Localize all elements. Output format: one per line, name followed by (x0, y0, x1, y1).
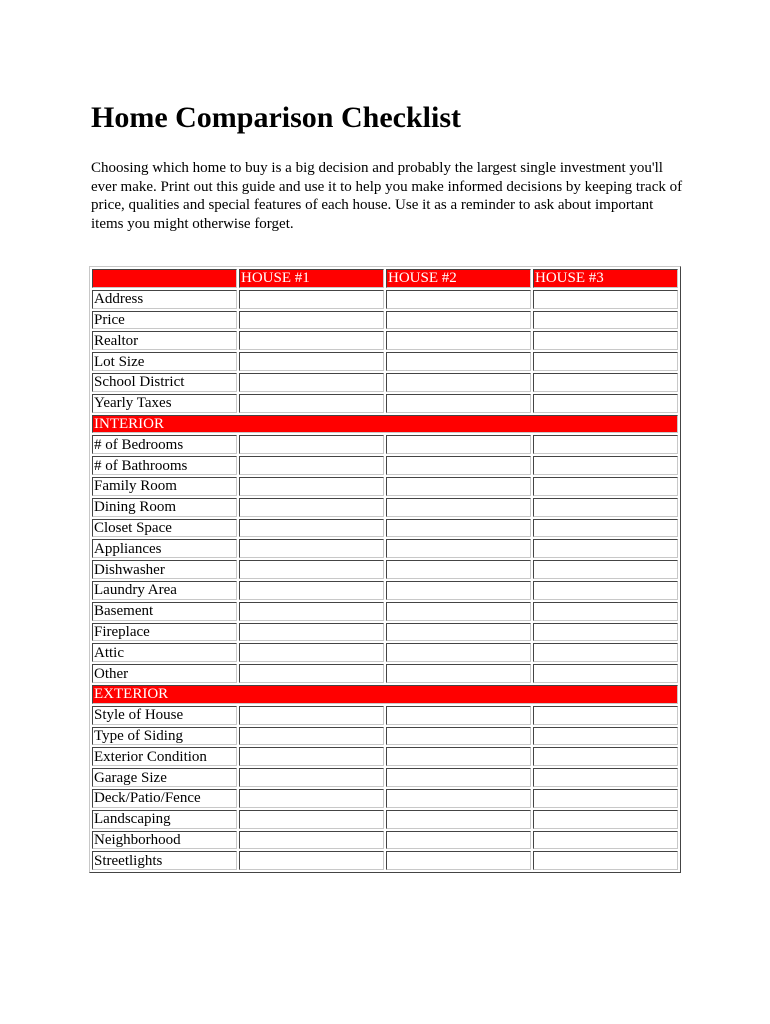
house-2-closet-space-cell[interactable] (386, 519, 531, 538)
house-2-type-of-siding-cell[interactable] (386, 727, 531, 746)
table-row (92, 706, 678, 725)
house-3-realtor-cell[interactable] (533, 331, 678, 350)
table-row (92, 747, 678, 766)
house-3-garage-size-cell[interactable] (533, 768, 678, 787)
house-3-closet-space-cell[interactable] (533, 519, 678, 538)
table-row (92, 851, 678, 870)
house-1-school-district-cell[interactable] (239, 373, 384, 392)
table-row (92, 789, 678, 808)
intro-paragraph: Choosing which home to buy is a big decision and probably the largest single investment you'll ever make. Print out this guide and use it to help you make informed decisions by keeping track of price, qualities and special features of each house. Use it as a reminder to ask about important items you might otherwise forget. (91, 160, 683, 232)
house-3-deck-patio-fence-cell[interactable] (533, 789, 678, 808)
house-2-of-bedrooms-cell[interactable] (386, 435, 531, 454)
row-label-of-bedrooms: # of Bedrooms (92, 435, 237, 454)
house-2-of-bathrooms-cell[interactable] (386, 456, 531, 475)
house-3-attic-cell[interactable] (533, 643, 678, 662)
house-1-attic-cell[interactable] (239, 643, 384, 662)
row-label-landscaping: Landscaping (92, 810, 237, 829)
row-label-realtor: Realtor (92, 331, 237, 350)
interior-section-row (92, 415, 678, 434)
house-2-basement-cell[interactable] (386, 602, 531, 621)
house-2-yearly-taxes-cell[interactable] (386, 394, 531, 413)
house-3-laundry-area-cell[interactable] (533, 581, 678, 600)
house-3-neighborhood-cell[interactable] (533, 831, 678, 850)
header-house-3: HOUSE #3 (533, 269, 678, 288)
house-3-fireplace-cell[interactable] (533, 623, 678, 642)
table-row (92, 602, 678, 621)
house-2-neighborhood-cell[interactable] (386, 831, 531, 850)
house-3-of-bathrooms-cell[interactable] (533, 456, 678, 475)
row-label-basement: Basement (92, 602, 237, 621)
house-3-style-of-house-cell[interactable] (533, 706, 678, 725)
row-label-fireplace: Fireplace (92, 623, 237, 642)
house-1-yearly-taxes-cell[interactable] (239, 394, 384, 413)
row-label-exterior-condition: Exterior Condition (92, 747, 237, 766)
house-2-landscaping-cell[interactable] (386, 810, 531, 829)
house-1-fireplace-cell[interactable] (239, 623, 384, 642)
table-row (92, 373, 678, 392)
house-2-school-district-cell[interactable] (386, 373, 531, 392)
house-1-realtor-cell[interactable] (239, 331, 384, 350)
row-label-attic: Attic (92, 643, 237, 662)
house-1-price-cell[interactable] (239, 311, 384, 330)
table-row (92, 831, 678, 850)
row-label-of-bathrooms: # of Bathrooms (92, 456, 237, 475)
house-3-yearly-taxes-cell[interactable] (533, 394, 678, 413)
table-row (92, 539, 678, 558)
house-2-deck-patio-fence-cell[interactable] (386, 789, 531, 808)
row-label-address: Address (92, 290, 237, 309)
row-label-garage-size: Garage Size (92, 768, 237, 787)
row-label-appliances: Appliances (92, 539, 237, 558)
table-row (92, 498, 678, 517)
table-row (92, 581, 678, 600)
house-2-price-cell[interactable] (386, 311, 531, 330)
house-3-school-district-cell[interactable] (533, 373, 678, 392)
row-label-price: Price (92, 311, 237, 330)
exterior-section-header: EXTERIOR (92, 685, 678, 704)
table-row (92, 810, 678, 829)
house-1-other-cell[interactable] (239, 664, 384, 683)
page-title: Home Comparison Checklist (91, 101, 461, 134)
table-row (92, 435, 678, 454)
table-row (92, 477, 678, 496)
house-1-of-bathrooms-cell[interactable] (239, 456, 384, 475)
house-3-appliances-cell[interactable] (533, 539, 678, 558)
house-2-style-of-house-cell[interactable] (386, 706, 531, 725)
house-2-realtor-cell[interactable] (386, 331, 531, 350)
row-label-deck-patio-fence: Deck/Patio/Fence (92, 789, 237, 808)
house-1-deck-patio-fence-cell[interactable] (239, 789, 384, 808)
row-label-yearly-taxes: Yearly Taxes (92, 394, 237, 413)
house-1-streetlights-cell[interactable] (239, 851, 384, 870)
house-1-lot-size-cell[interactable] (239, 352, 384, 371)
table-row (92, 768, 678, 787)
row-label-type-of-siding: Type of Siding (92, 727, 237, 746)
header-house-1: HOUSE #1 (239, 269, 384, 288)
house-1-style-of-house-cell[interactable] (239, 706, 384, 725)
house-3-exterior-condition-cell[interactable] (533, 747, 678, 766)
house-2-lot-size-cell[interactable] (386, 352, 531, 371)
row-label-closet-space: Closet Space (92, 519, 237, 538)
house-2-dining-room-cell[interactable] (386, 498, 531, 517)
table-row (92, 560, 678, 579)
house-3-type-of-siding-cell[interactable] (533, 727, 678, 746)
house-3-dishwasher-cell[interactable] (533, 560, 678, 579)
table-row (92, 352, 678, 371)
table-header-row (92, 269, 678, 288)
row-label-style-of-house: Style of House (92, 706, 237, 725)
row-label-family-room: Family Room (92, 477, 237, 496)
header-label-cell (92, 269, 237, 288)
house-3-basement-cell[interactable] (533, 602, 678, 621)
table-row (92, 643, 678, 662)
house-3-landscaping-cell[interactable] (533, 810, 678, 829)
house-2-fireplace-cell[interactable] (386, 623, 531, 642)
row-label-school-district: School District (92, 373, 237, 392)
house-1-type-of-siding-cell[interactable] (239, 727, 384, 746)
table-row (92, 456, 678, 475)
comparison-table (89, 266, 681, 873)
house-1-appliances-cell[interactable] (239, 539, 384, 558)
house-3-lot-size-cell[interactable] (533, 352, 678, 371)
table-row (92, 727, 678, 746)
house-2-garage-size-cell[interactable] (386, 768, 531, 787)
house-3-address-cell[interactable] (533, 290, 678, 309)
table-row (92, 519, 678, 538)
house-1-dining-room-cell[interactable] (239, 498, 384, 517)
house-3-streetlights-cell[interactable] (533, 851, 678, 870)
house-3-dining-room-cell[interactable] (533, 498, 678, 517)
house-1-dishwasher-cell[interactable] (239, 560, 384, 579)
table-row (92, 290, 678, 309)
row-label-other: Other (92, 664, 237, 683)
row-label-neighborhood: Neighborhood (92, 831, 237, 850)
house-1-of-bedrooms-cell[interactable] (239, 435, 384, 454)
row-label-laundry-area: Laundry Area (92, 581, 237, 600)
table-row (92, 394, 678, 413)
house-3-other-cell[interactable] (533, 664, 678, 683)
house-1-basement-cell[interactable] (239, 602, 384, 621)
table-row (92, 311, 678, 330)
house-2-family-room-cell[interactable] (386, 477, 531, 496)
interior-section-header: INTERIOR (92, 415, 678, 434)
row-label-dishwasher: Dishwasher (92, 560, 237, 579)
header-house-2: HOUSE #2 (386, 269, 531, 288)
house-2-streetlights-cell[interactable] (386, 851, 531, 870)
table-row (92, 331, 678, 350)
house-2-appliances-cell[interactable] (386, 539, 531, 558)
row-label-dining-room: Dining Room (92, 498, 237, 517)
house-2-attic-cell[interactable] (386, 643, 531, 662)
exterior-section-row (92, 685, 678, 704)
house-1-laundry-area-cell[interactable] (239, 581, 384, 600)
row-label-lot-size: Lot Size (92, 352, 237, 371)
house-1-family-room-cell[interactable] (239, 477, 384, 496)
house-2-laundry-area-cell[interactable] (386, 581, 531, 600)
house-1-address-cell[interactable] (239, 290, 384, 309)
house-2-exterior-condition-cell[interactable] (386, 747, 531, 766)
table-row (92, 664, 678, 683)
house-3-of-bedrooms-cell[interactable] (533, 435, 678, 454)
house-1-closet-space-cell[interactable] (239, 519, 384, 538)
house-1-neighborhood-cell[interactable] (239, 831, 384, 850)
house-1-landscaping-cell[interactable] (239, 810, 384, 829)
house-2-other-cell[interactable] (386, 664, 531, 683)
comparison-table-body (92, 269, 678, 870)
house-2-dishwasher-cell[interactable] (386, 560, 531, 579)
house-1-exterior-condition-cell[interactable] (239, 747, 384, 766)
table-row (92, 623, 678, 642)
house-2-address-cell[interactable] (386, 290, 531, 309)
house-1-garage-size-cell[interactable] (239, 768, 384, 787)
house-3-family-room-cell[interactable] (533, 477, 678, 496)
house-3-price-cell[interactable] (533, 311, 678, 330)
row-label-streetlights: Streetlights (92, 851, 237, 870)
